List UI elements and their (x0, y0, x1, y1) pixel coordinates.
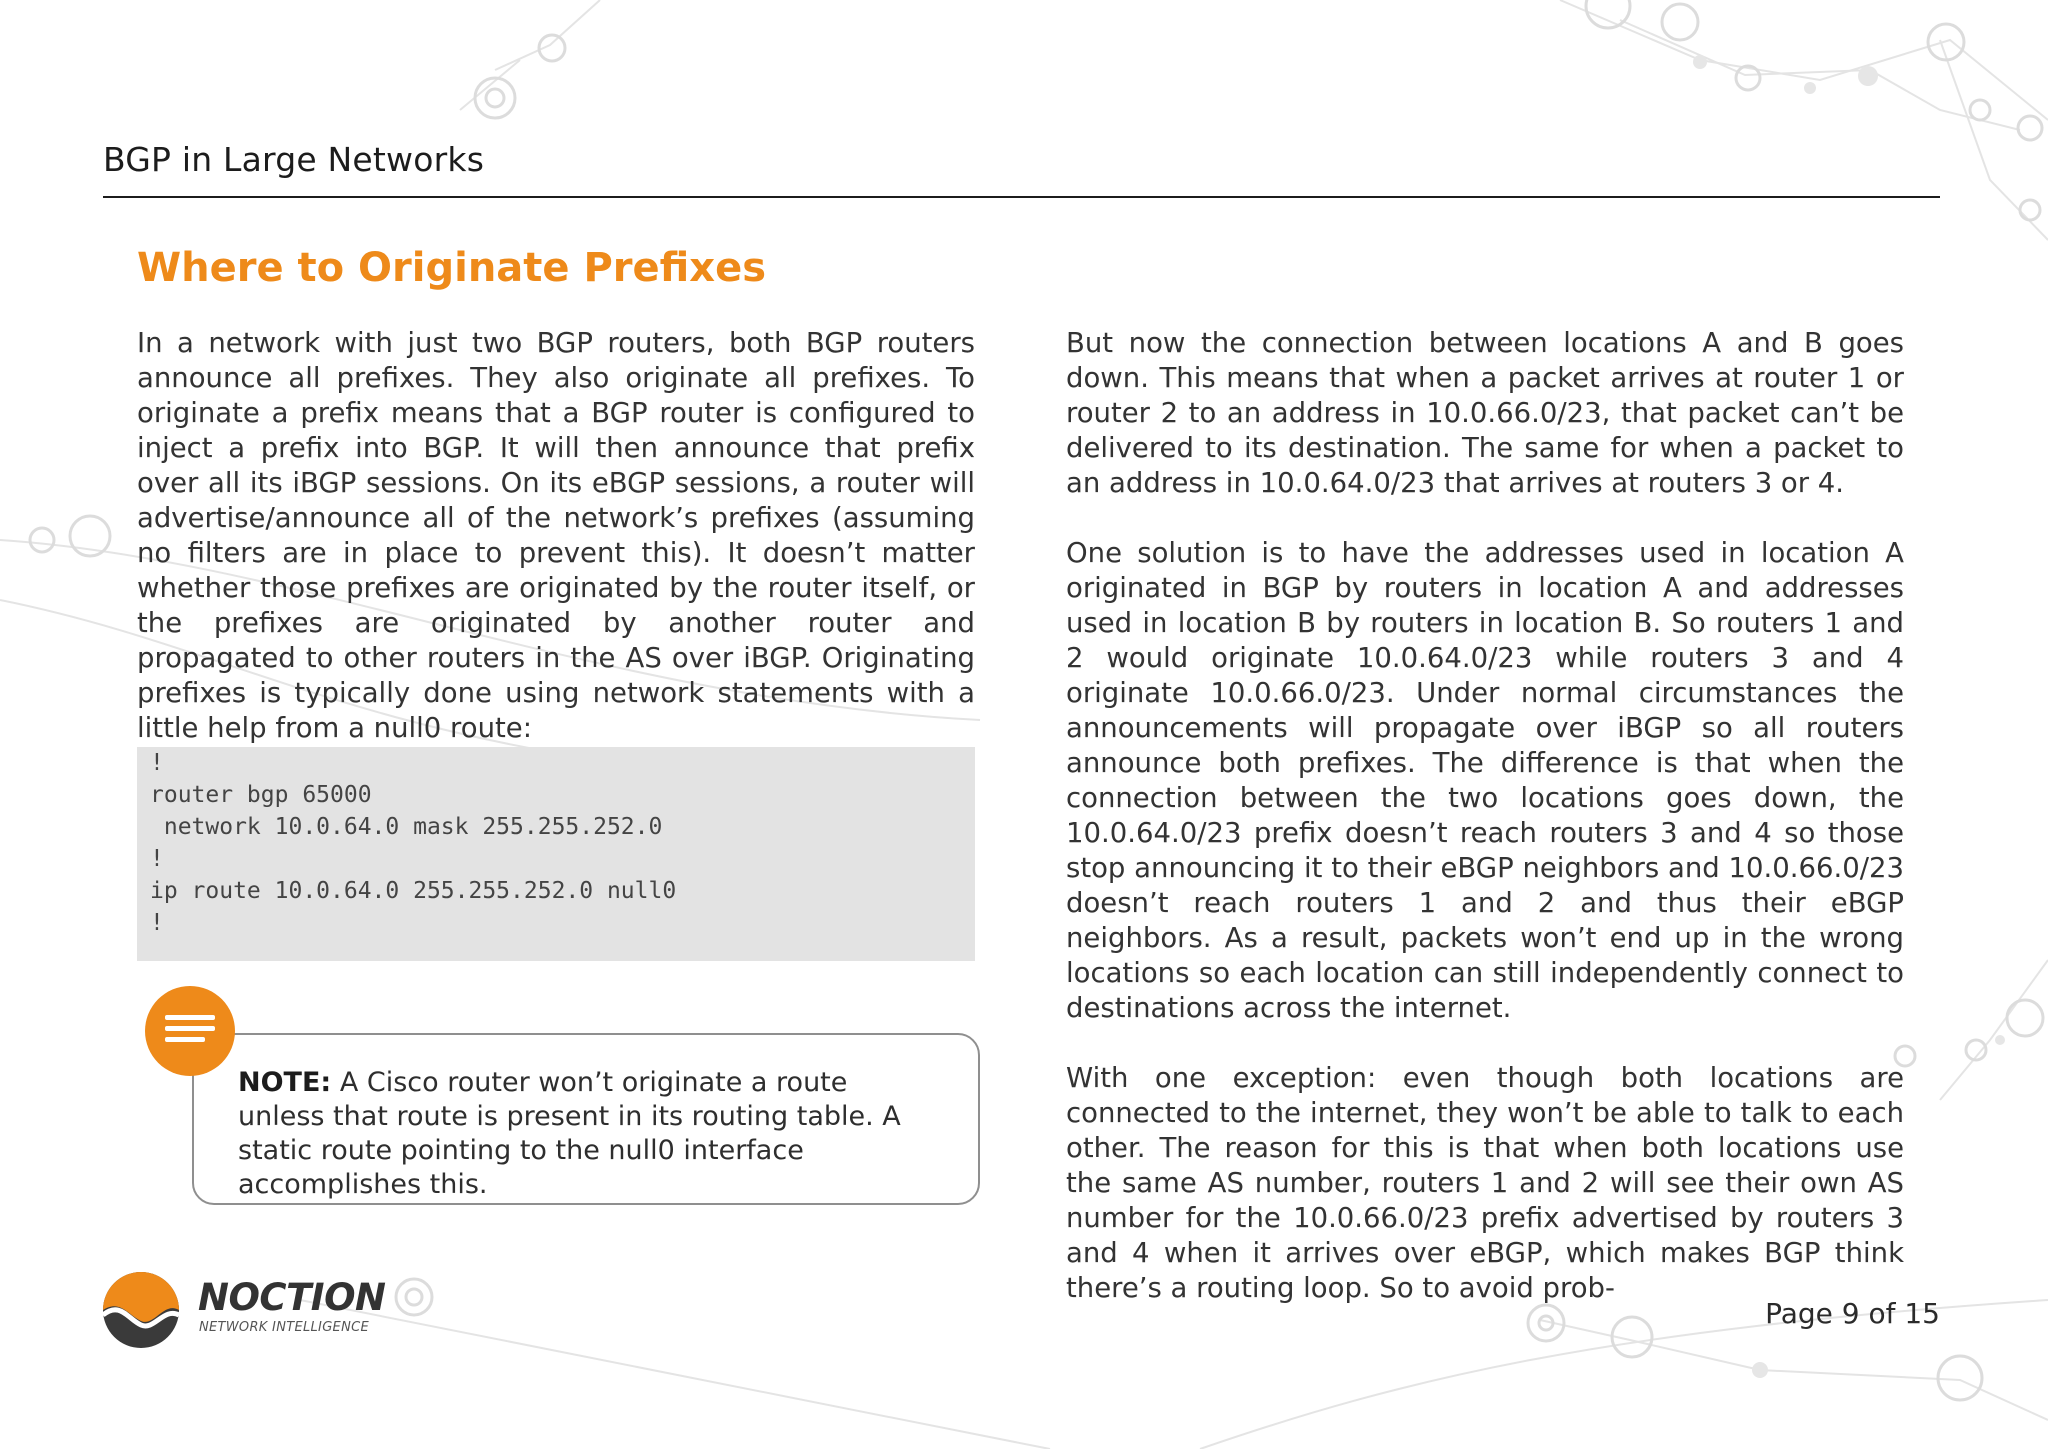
page-number: Page 9 of 15 (1765, 1297, 1940, 1330)
note-label: NOTE: (238, 1067, 332, 1098)
code-line: router bgp 65000 (150, 782, 372, 808)
left-column (137, 326, 975, 781)
note-text (238, 1066, 938, 1202)
right-paragraph-3: With one exception: even though both locations are connected to the internet, they won’t be able to talk to each other. The reason for this is that when both locations use the same AS number, routers 1 and 2 will see their own AS number for the 10.0.66.0/23 prefix advertised by routers 3 and 4 when it arrives over eBGP, which makes BGP think there’s a routing loop. So to avoid prob- (1066, 1062, 1904, 1304)
left-paragraph: In a network with just two BGP routers, both BGP routers announce all prefixes. They also originate all prefixes. To originate a prefix means that a BGP router is configured to inject a prefix into BGP. It will then announce that prefix over all its iBGP sessions. On its eBGP sessions, a router will advertise/announce all of the network’s prefixes (assuming no filters are in place to prevent this). It doesn’t matter whether those prefixes are originated by the router itself, or the prefixes are originated by another router and propagated to other routers in the AS over iBGP. Originating prefixes is typically done using network statements with a little help from a null0 route: (137, 327, 975, 744)
code-line: ! (150, 846, 164, 872)
code-line: ! (150, 750, 164, 776)
section-title: Where to Originate Prefixes (137, 245, 767, 291)
logo-wordmark: NOCTION (198, 1276, 386, 1319)
note-body: A Cisco router won’t originate a route unless that route is present in its routing table. A static route pointing to the null0 interface accomplishes this. (238, 1067, 901, 1200)
note-lines-icon (145, 986, 235, 1076)
right-paragraph-2: One solution is to have the addresses used in location A originated in BGP by routers in location A and addresses used in location B by routers in location B. So routers 1 and 2 would originate 10.0.64.0/23 while routers 3 and 4 originate 10.0.66.0/23. Under normal circumstances the announcements will propagate over iBGP so all routers announce both prefixes. The difference is that when the connection between the two locations goes down, the 10.0.64.0/23 prefix doesn’t reach routers 3 and 4 so those stop announcing it to their eBGP neighbors and 10.0.66.0/23 doesn’t reach routers 1 and 2 and thus their eBGP neighbors. As a result, packets won’t end up in the wrong locations so each location can still independently connect to destinations across the internet. (1066, 537, 1904, 1024)
code-line: ! (150, 910, 164, 936)
right-paragraph-1: But now the connection between locations A and B goes down. This means that when a packet arrives at router 1 or router 2 to an address in 10.0.66.0/23, that packet can’t be delivered to its destination. The same for when a packet to an address in 10.0.64.0/23 that arrives at routers 3 or 4. (1066, 327, 1904, 499)
header-divider (103, 196, 1940, 198)
code-line: network 10.0.64.0 mask 255.255.252.0 (150, 814, 663, 840)
code-line: ip route 10.0.64.0 255.255.252.0 null0 (150, 878, 677, 904)
document-header-title: BGP in Large Networks (103, 140, 485, 179)
logo-tagline: NETWORK INTELLIGENCE (199, 1320, 369, 1335)
noction-logo-icon (102, 1271, 180, 1349)
right-column (1066, 326, 1904, 1341)
code-block (137, 747, 975, 961)
